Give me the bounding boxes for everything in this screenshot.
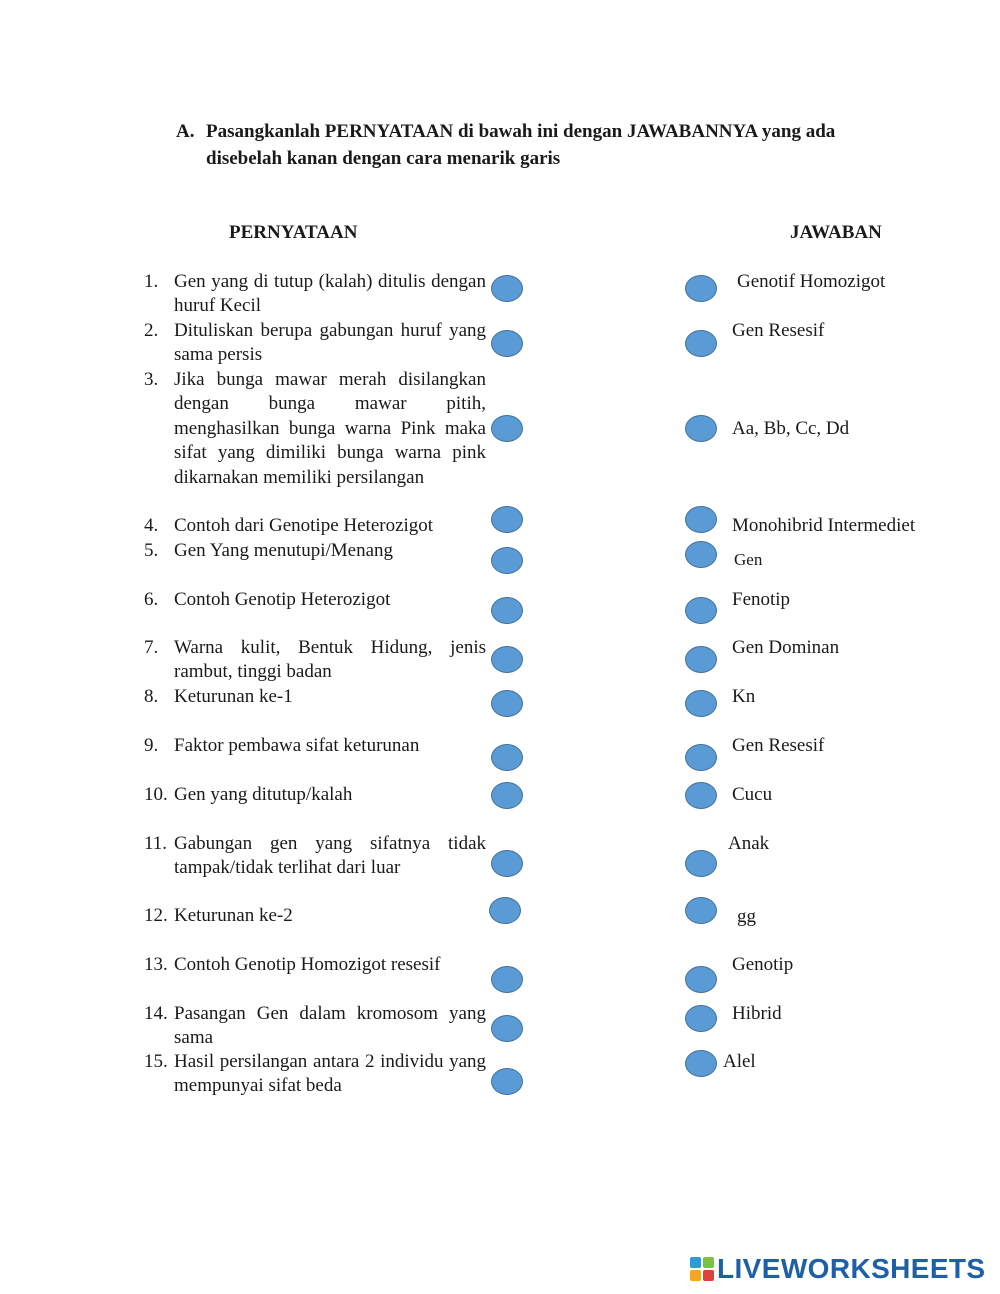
statement-number: 11. — [144, 833, 168, 854]
statement-item — [144, 270, 486, 319]
answer-dot[interactable] — [685, 966, 717, 993]
statement-text: Gen yang ditutup/kalah — [174, 784, 353, 805]
answer-dot[interactable] — [685, 850, 717, 877]
statement-item — [144, 514, 486, 538]
answer-item: Gen Resesif — [732, 320, 825, 341]
instruction-label: A. — [176, 121, 195, 142]
statement-text: Gen yang di tutup (kalah) ditulis dengan huruf Kecil — [174, 271, 486, 317]
statement-item — [144, 588, 486, 612]
answer-item: Genotif Homozigot — [737, 271, 886, 292]
statement-number: 2. — [144, 320, 159, 341]
statement-text: Warna kulit, Bentuk Hidung, jenis rambut, tinggi badan — [174, 637, 486, 683]
answer-item: Alel — [723, 1051, 756, 1072]
answer-dot[interactable] — [685, 1005, 717, 1032]
answer-item: Fenotip — [732, 589, 791, 610]
statement-text: Contoh Genotip Homozigot resesif — [174, 954, 441, 975]
statement-item — [144, 953, 486, 977]
statement-text: Jika bunga mawar merah disilangkan dengan bunga mawar pitih, menghasilkan bunga warna Pink maka sifat yang dimiliki bunga warna pink dikarnakan memiliki persilangan — [174, 369, 486, 488]
answer-dot[interactable] — [685, 541, 717, 568]
answer-dot[interactable] — [685, 506, 717, 533]
statement-dot[interactable] — [491, 744, 523, 771]
answer-dot[interactable] — [685, 275, 717, 302]
answer-item: Monohibrid Intermediet — [732, 515, 916, 536]
statement-dot[interactable] — [491, 415, 523, 442]
statement-number: 1. — [144, 271, 159, 292]
answer-item: Gen — [734, 550, 763, 569]
liveworksheets-brand — [690, 1252, 990, 1286]
statement-number: 4. — [144, 515, 159, 536]
statement-text: Hasil persilangan antara 2 individu yang mempunyai sifat beda — [174, 1051, 486, 1097]
statement-text: Gabungan gen yang sifatnya tidak tampak/tidak terlihat dari luar — [174, 833, 486, 879]
statement-number: 10. — [144, 784, 168, 805]
liveworksheets-logo-icon — [690, 1257, 714, 1281]
answer-item: Cucu — [732, 784, 773, 805]
statement-number: 8. — [144, 686, 159, 707]
statement-text: Keturunan ke-1 — [174, 686, 293, 707]
instruction-text: Pasangkanlah PERNYATAAN di bawah ini dengan JAWABANNYA yang ada disebelah kanan dengan cara menarik garis — [206, 121, 836, 169]
answer-dot[interactable] — [685, 744, 717, 771]
header-answers: JAWABAN — [790, 222, 882, 243]
header-statements: PERNYATAAN — [229, 222, 358, 243]
statement-item — [144, 1050, 486, 1099]
answer-dot[interactable] — [685, 646, 717, 673]
answer-dot[interactable] — [685, 415, 717, 442]
answer-dot[interactable] — [685, 782, 717, 809]
statement-dot[interactable] — [491, 850, 523, 877]
liveworksheets-wordmark: LIVEWORKSHEETS — [717, 1253, 986, 1284]
statement-dot[interactable] — [491, 782, 523, 809]
answer-item: Anak — [728, 833, 770, 854]
statement-number: 7. — [144, 637, 159, 658]
statement-number: 13. — [144, 954, 168, 975]
statement-number: 5. — [144, 540, 159, 561]
statement-item — [144, 319, 486, 368]
statement-number: 9. — [144, 735, 159, 756]
statement-text: Pasangan Gen dalam kromosom yang sama — [174, 1003, 486, 1049]
statement-dot[interactable] — [491, 506, 523, 533]
answer-item: gg — [737, 906, 756, 927]
answer-dot[interactable] — [685, 330, 717, 357]
statement-dot[interactable] — [491, 966, 523, 993]
statement-item — [144, 734, 486, 758]
statement-item — [144, 783, 486, 807]
answer-dot[interactable] — [685, 1050, 717, 1077]
statement-dot[interactable] — [491, 1015, 523, 1042]
answer-item: Hibrid — [732, 1003, 782, 1024]
statement-text: Dituliskan berupa gabungan huruf yang sama persis — [174, 320, 486, 366]
statement-dot[interactable] — [491, 646, 523, 673]
answer-item: Genotip — [732, 954, 794, 975]
statement-item — [144, 368, 486, 490]
instruction — [176, 118, 896, 172]
statement-number: 14. — [144, 1003, 168, 1024]
answer-dot[interactable] — [685, 690, 717, 717]
statement-dot[interactable] — [491, 1068, 523, 1095]
statement-item — [144, 904, 486, 928]
statement-number: 12. — [144, 905, 168, 926]
statement-text: Gen Yang menutupi/Menang — [174, 540, 394, 561]
answer-item: Gen Dominan — [732, 637, 840, 658]
statement-number: 6. — [144, 589, 159, 610]
statement-item — [144, 685, 486, 709]
answer-item: Aa, Bb, Cc, Dd — [732, 418, 850, 439]
statement-item — [144, 636, 486, 685]
statement-dot[interactable] — [491, 690, 523, 717]
statement-dot[interactable] — [491, 547, 523, 574]
answer-item: Gen Resesif — [732, 735, 825, 756]
statement-text: Contoh Genotip Heterozigot — [174, 589, 391, 610]
statement-text: Keturunan ke-2 — [174, 905, 293, 926]
statement-dot[interactable] — [491, 275, 523, 302]
statement-dot[interactable] — [489, 897, 521, 924]
statement-number: 15. — [144, 1051, 168, 1072]
statement-item — [144, 539, 486, 563]
statement-item — [144, 832, 486, 881]
answer-item: Kn — [732, 686, 756, 707]
statement-dot[interactable] — [491, 330, 523, 357]
statement-text: Faktor pembawa sifat keturunan — [174, 735, 420, 756]
answer-dot[interactable] — [685, 897, 717, 924]
statement-item — [144, 1002, 486, 1051]
answer-dot[interactable] — [685, 597, 717, 624]
statement-dot[interactable] — [491, 597, 523, 624]
statement-text: Contoh dari Genotipe Heterozigot — [174, 515, 434, 536]
statement-number: 3. — [144, 369, 159, 390]
